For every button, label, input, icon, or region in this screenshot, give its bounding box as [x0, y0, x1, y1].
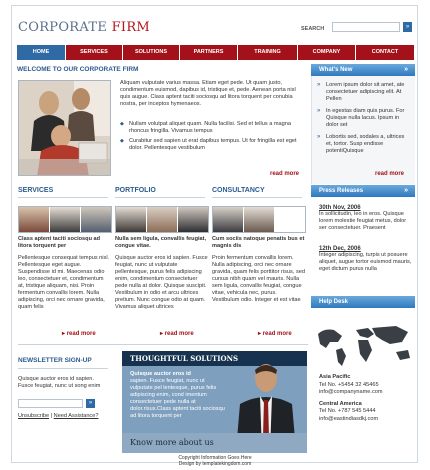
press-item	[319, 246, 413, 273]
need-assistance-link[interactable]: Need Assistance?	[53, 413, 99, 419]
whats-new-header	[311, 64, 415, 76]
read-more-label: read more	[164, 331, 194, 337]
main-nav	[17, 45, 414, 60]
news-item: » Lobortis sed, sodales a, ultrices et, tortor. Susp endisse potentiQuisque	[312, 134, 415, 155]
know-more-link[interactable]: Know more about us	[122, 433, 307, 453]
whats-new-panel	[311, 76, 415, 184]
whats-new-title: What's New	[319, 67, 353, 73]
search-label: SEARCH	[301, 26, 325, 32]
nav-home[interactable]: HOME	[17, 45, 66, 60]
press-date-link[interactable]: 30th Nov, 2006	[319, 205, 361, 211]
press-releases-title: Press Releases	[319, 188, 364, 194]
press-text: Integer adipiscing, turpis ut posuere aliquet, augue tortor euismod mauris, eget dictum purus nulla	[319, 252, 412, 272]
email-link[interactable]: info@companyname.com	[319, 389, 383, 395]
services-read-more-link[interactable]	[62, 330, 96, 337]
help-desk-header	[311, 296, 415, 308]
double-arrow-icon[interactable]: »	[404, 66, 408, 73]
welcome-title: WELCOME TO OUR CORPORATE FIRM	[17, 66, 139, 73]
nav-contact[interactable]: CONTACT	[356, 45, 414, 60]
divider	[18, 197, 108, 198]
press-item	[319, 205, 413, 232]
nav-solutions[interactable]: SOLUTIONS	[123, 45, 180, 60]
unsubscribe-link[interactable]: Unsubscribe	[18, 413, 50, 419]
news-read-more-link[interactable]: read more	[375, 171, 405, 177]
newsletter-text: Quisque auctor eros id sapien. Fusce feugiat, nunc ut song enim	[18, 376, 101, 389]
site-logo[interactable]	[18, 20, 150, 35]
search-input[interactable]	[332, 22, 400, 32]
nav-partners[interactable]: PARTNERS	[180, 45, 238, 60]
region-name: Asia Pacific	[319, 374, 351, 380]
footer	[0, 455, 430, 467]
read-more-label: read more	[262, 331, 292, 337]
services-title: SERVICES	[18, 187, 54, 194]
arrow-icon: ▸	[160, 331, 164, 337]
column-lead: Class aptent taciti sociosqu ad litora torquent per	[18, 236, 101, 249]
double-arrow-icon[interactable]: »	[404, 187, 408, 194]
consultancy-read-more-link[interactable]	[258, 330, 292, 337]
welcome-paragraph: Aliquam vulputate varius massa. Etiam eget pede. Ut quam justo, condimentum euismod, dapibus id, tristique et, pede. Aenean porta nisl quis augue. Class aptent taciti sociosqu ad litora torquent per conubia nostra, per inceptos hymenaeos.	[120, 80, 296, 107]
newsletter-email-input[interactable]	[18, 399, 83, 408]
arrow-icon: ▸	[62, 331, 66, 337]
welcome-read-more-link[interactable]: read more	[270, 171, 300, 177]
column-lead: Cum sociis natoque penatis bus et magnis dis	[212, 236, 305, 249]
news-item: » In egestas diam quis purus. For Quisque nulla lacus. Ipsum in dolor set	[312, 108, 415, 129]
world-map-icon	[312, 320, 416, 368]
consultancy-title: CONSULTANCY	[212, 187, 265, 194]
press-text: In sollicitudin, leo in eros. Quisque lorem molestie feugiat metus, dolor ser consectetuer. Praesent	[319, 211, 407, 231]
welcome-bullets	[120, 121, 306, 155]
link-separator: |	[50, 413, 53, 419]
thoughtful-body: sapien. Fusce feugiat, nunc ut vulputate pel lentesque, purus felis adipiscing enim, cond imentum consectetuer pede nulla at dolor.risus.Class aptent taciti sociosqu ad litora torquent per	[130, 378, 225, 419]
column-text: Proin fermentum convallis lorem. Nulla adipiscing, orci nec ornare gravida, quam felis porttitor risus, sed cursus nibh quam vel mauris. Nulla sem ligula, convallis feugiat, congue vitae, vehicula nec, purus. Vestibulum odio. Integer et est vitae	[212, 255, 305, 303]
phone-number: Tel No. +787 545 5444	[319, 408, 376, 414]
logo-word-corporate: CORPORATE	[18, 20, 108, 35]
region-name: Central America	[319, 400, 362, 407]
thoughtful-lead: Quisque auctor eros id	[130, 371, 191, 377]
logo-word-firm: FIRM	[111, 20, 151, 35]
read-more-label: read more	[66, 331, 96, 337]
consultancy-column	[212, 236, 305, 304]
welcome-bullet: ◆ Nullam volutpat aliquet quam. Nulla facilisi. Sed et tellus a magna rhoncus fringilla. Vivamus tempus	[120, 121, 306, 135]
phone-number: Tel No. +5454 32 45465	[319, 381, 379, 388]
consultancy-photo	[212, 206, 306, 233]
portfolio-read-more-link[interactable]	[160, 330, 194, 337]
services-photo	[18, 206, 112, 233]
news-item: » Lorem ipsum dolor sit amet, ate consectetuer adipiscing elit. At Pellen	[312, 82, 415, 103]
nav-training[interactable]: TRAINING	[238, 45, 298, 60]
services-column	[18, 236, 111, 311]
world-map-image	[312, 320, 416, 368]
welcome-photo	[18, 80, 111, 176]
column-text: Pellentesque consequat tempus nisl. Pellentesque eget augue. Suspendisse id mi. Maecenas odio leo, consectetuer et, condimentum at, tristique aliquam, nisi. Proin fermentum convallis lorem. Nulla adipiscing, orci nec ornare gravida, quam felis	[18, 255, 110, 310]
portfolio-column	[115, 236, 208, 311]
designer-credit-link[interactable]: Design by templatekingdom.com	[178, 461, 252, 467]
column-lead: Nulla sem ligula, convallis feugiat, congue vitae.	[115, 236, 207, 249]
search-button[interactable]: »	[403, 22, 412, 32]
portfolio-photo	[115, 206, 209, 233]
press-releases-header	[311, 185, 415, 197]
office-people-image	[19, 81, 111, 176]
thoughtful-solutions-title: THOUGHTFUL SOLUTIONS	[122, 351, 307, 366]
press-date-link[interactable]: 12th Dec, 2006	[319, 246, 361, 252]
help-desk-title: Help Desk	[319, 299, 349, 305]
thoughtful-solutions-text	[130, 371, 225, 420]
arrow-icon: ▸	[258, 331, 262, 337]
divider	[212, 197, 302, 198]
divider	[18, 368, 108, 369]
column-text: Quisque auctor eros id sapien. Fusce feugiat, nunc ut vulputate pellentesque, purus felis adipiscing enim, condimentum consectetuer pede nulla at dolor. Quisque suscipit. Vestibulum in odio et arcu ultrices pretium. Nunc congue odio at quam. Vivamus aliquet ultrices	[115, 255, 208, 310]
divider	[18, 344, 308, 345]
newsletter-submit-button[interactable]: »	[86, 399, 95, 408]
email-link[interactable]: info@eastindiasdkj.com	[319, 415, 379, 422]
newsletter-links	[18, 413, 98, 419]
newsletter-title: NEWSLETTER SIGN-UP	[18, 357, 92, 364]
help-desk-contacts	[319, 374, 415, 423]
welcome-bullet: ◆ Curabitur sed sapien ut erat dapibus tempus. Ut for fringilla est eget dolor. Pellentesque vestibulum	[120, 138, 306, 152]
copyright-text: Copyright Information Goes Here	[178, 455, 252, 461]
nav-services[interactable]: SERVICES	[66, 45, 123, 60]
portfolio-title: PORTFOLIO	[115, 187, 156, 194]
divider	[115, 197, 205, 198]
nav-company[interactable]: COMPANY	[298, 45, 356, 60]
